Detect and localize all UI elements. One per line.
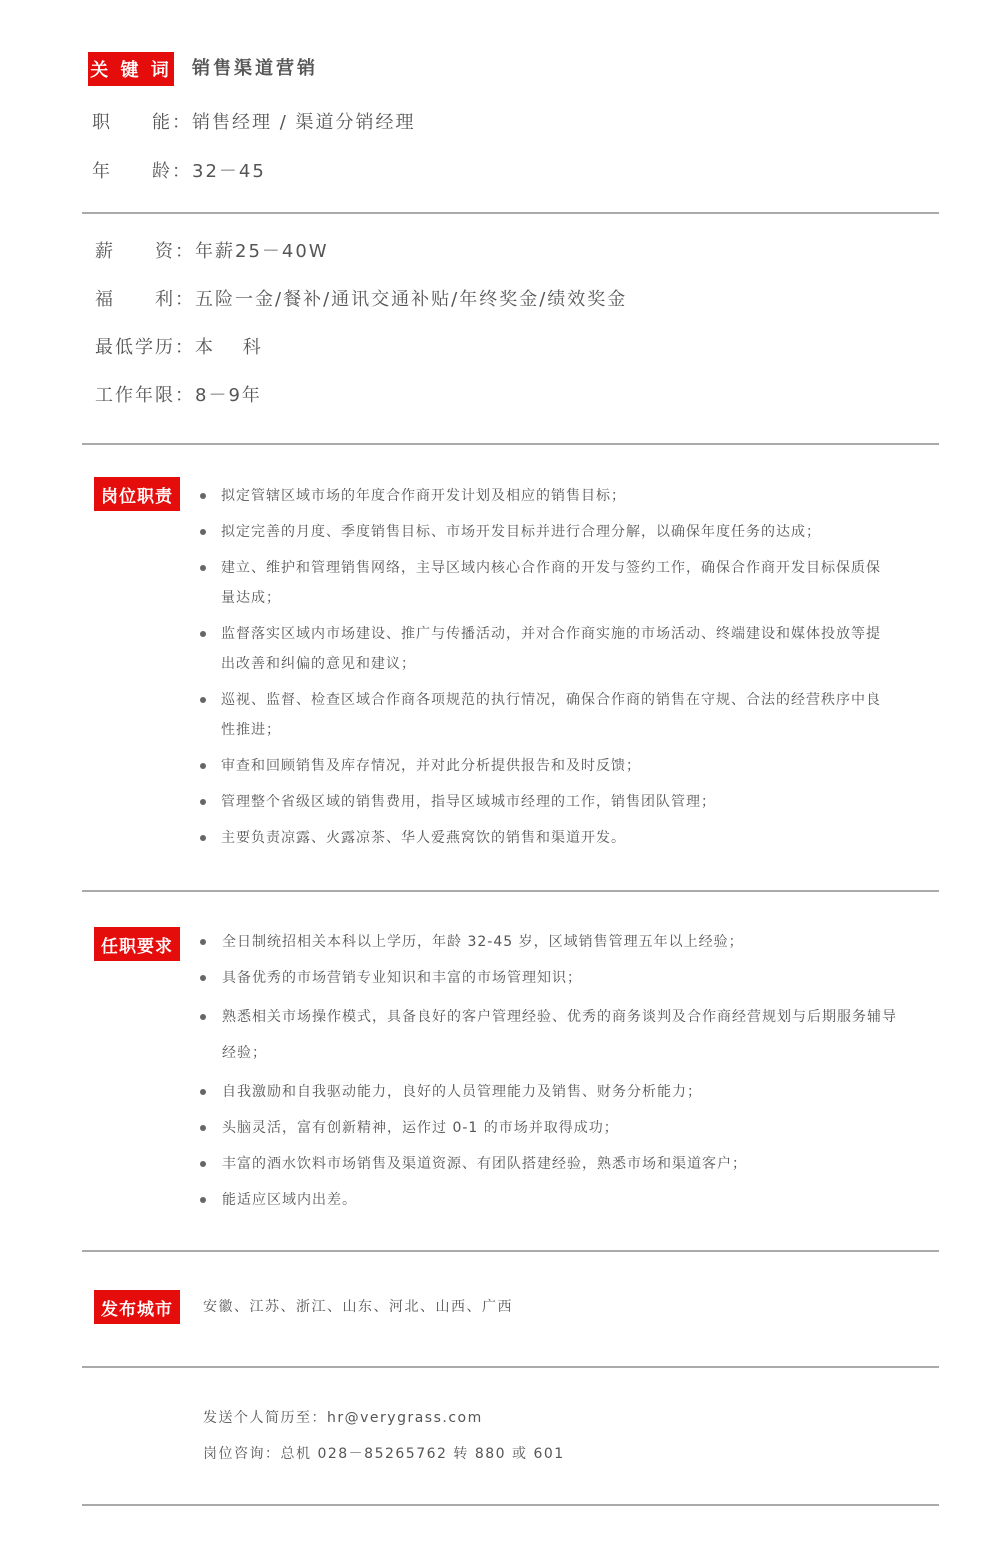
- function-label: 职 能：: [92, 112, 192, 133]
- bullet-icon: [200, 939, 206, 945]
- list-item: [200, 553, 890, 613]
- bullet-icon: [200, 1125, 206, 1131]
- job-inquiry: 岗位咨询：总机 028－85265762 转 880 或 601: [203, 1446, 565, 1462]
- duty-text: 监督落实区域内市场建设、推广与传播活动，并对合作商实施的市场活动、终端建设和媒体投放等提出改善和纠偏的意见和建议；: [221, 626, 881, 672]
- requirements-tag: 任职要求: [94, 927, 180, 961]
- list-item: [200, 787, 890, 817]
- list-item: [200, 619, 890, 679]
- bullet-icon: [200, 1089, 206, 1095]
- duty-text: 主要负责凉露、火露凉茶、华人爱燕窝饮的销售和渠道开发。: [221, 830, 626, 846]
- bullet-icon: [200, 631, 206, 637]
- requirement-text: 能适应区域内出差。: [222, 1192, 357, 1208]
- list-item: [200, 927, 910, 957]
- list-item: [200, 1077, 910, 1107]
- list-item: [200, 999, 910, 1071]
- requirement-text: 自我激励和自我驱动能力，良好的人员管理能力及销售、财务分析能力；: [222, 1084, 702, 1100]
- salary-value: 年薪25－40W: [195, 241, 329, 262]
- requirement-text: 熟悉相关市场操作模式，具备良好的客户管理经验、优秀的商务谈判及合作商经营规划与后期服务辅导经验；: [222, 1009, 897, 1061]
- bullet-icon: [200, 529, 206, 535]
- resume-email: 发送个人简历至：hr@verygrass.com: [203, 1410, 483, 1426]
- divider-2: [82, 443, 939, 445]
- benefits-row: [95, 288, 627, 312]
- benefits-value: 五险一金/餐补/通讯交通补贴/年终奖金/绩效奖金: [195, 289, 628, 310]
- list-item: [200, 1113, 910, 1143]
- divider-6: [82, 1504, 939, 1506]
- divider-1: [82, 212, 939, 214]
- education-value: 本 科: [195, 337, 263, 358]
- duty-text: 拟定完善的月度、季度销售目标、市场开发目标并进行合理分解，以确保年度任务的达成；: [221, 524, 821, 540]
- age-label: 年 龄：: [92, 161, 192, 182]
- experience-label: 工作年限：: [95, 385, 195, 406]
- duty-text: 巡视、监督、检查区域合作商各项规范的执行情况，确保合作商的销售在守规、合法的经营秩序中良性推进；: [221, 692, 881, 738]
- bullet-icon: [200, 975, 206, 981]
- function-value: 销售经理 / 渠道分销经理: [192, 112, 416, 133]
- bullet-icon: [200, 1014, 206, 1020]
- bullet-icon: [200, 565, 206, 571]
- duties-list: [200, 481, 890, 859]
- experience-value: 8－9年: [195, 385, 262, 406]
- divider-3: [82, 890, 939, 892]
- age-value: 32－45: [192, 161, 266, 182]
- requirement-text: 具备优秀的市场营销专业知识和丰富的市场管理知识；: [222, 970, 582, 986]
- list-item: [200, 963, 910, 993]
- list-item: [200, 823, 890, 853]
- salary-label: 薪 资：: [95, 241, 195, 262]
- duty-text: 拟定管辖区域市场的年度合作商开发计划及相应的销售目标；: [221, 488, 626, 504]
- list-item: [200, 751, 890, 781]
- duty-text: 审查和回顾销售及库存情况，并对此分析提供报告和及时反馈；: [221, 758, 641, 774]
- age-row: [92, 160, 266, 184]
- requirement-text: 头脑灵活，富有创新精神，运作过 0-1 的市场并取得成功；: [222, 1120, 619, 1136]
- bullet-icon: [200, 1197, 206, 1203]
- keyword-tag: 关 键 词: [88, 52, 174, 86]
- salary-row: [95, 240, 329, 264]
- benefits-label: 福 利：: [95, 289, 195, 310]
- divider-5: [82, 1366, 939, 1368]
- list-item: [200, 481, 890, 511]
- bullet-icon: [200, 493, 206, 499]
- keyword-value: 销售渠道营销: [192, 58, 318, 79]
- duty-text: 管理整个省级区域的销售费用，指导区域城市经理的工作，销售团队管理；: [221, 794, 716, 810]
- divider-4: [82, 1250, 939, 1252]
- education-row: [95, 336, 263, 360]
- list-item: [200, 685, 890, 745]
- cities-tag: 发布城市: [94, 1290, 180, 1324]
- list-item: [200, 517, 890, 547]
- bullet-icon: [200, 763, 206, 769]
- experience-row: [95, 384, 262, 408]
- list-item: [200, 1149, 910, 1179]
- duties-tag: 岗位职责: [94, 477, 180, 511]
- requirement-text: 全日制统招相关本科以上学历，年龄 32-45 岁，区域销售管理五年以上经验；: [222, 934, 744, 950]
- bullet-icon: [200, 799, 206, 805]
- education-label: 最低学历：: [95, 337, 195, 358]
- duty-text: 建立、维护和管理销售网络，主导区域内核心合作商的开发与签约工作，确保合作商开发目标保质保量达成；: [221, 560, 881, 606]
- cities-value: 安徽、江苏、浙江、山东、河北、山西、广西: [203, 1299, 513, 1315]
- requirements-list: [200, 927, 910, 1221]
- function-row: [92, 111, 416, 135]
- bullet-icon: [200, 835, 206, 841]
- list-item: [200, 1185, 910, 1215]
- requirement-text: 丰富的酒水饮料市场销售及渠道资源、有团队搭建经验，熟悉市场和渠道客户；: [222, 1156, 747, 1172]
- bullet-icon: [200, 1161, 206, 1167]
- bullet-icon: [200, 697, 206, 703]
